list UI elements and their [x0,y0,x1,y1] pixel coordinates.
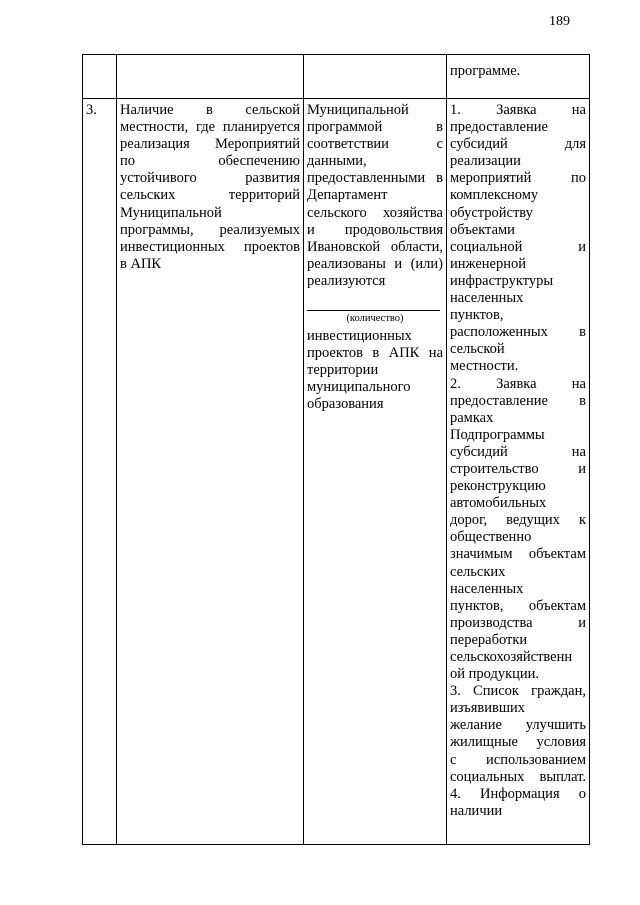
documents-line: 1. Заявка на [450,102,586,118]
indicator-line: реализуются [307,272,386,289]
page-number: 189 [549,14,570,29]
criterion-line: реализация Мероприятий [120,136,300,153]
documents-line: ой продукции. [450,666,540,683]
documents-line: социальных выплат. [450,768,586,785]
documents-line: дорог, ведущих к [450,512,586,529]
indicator-line: Департамент [307,187,388,204]
documents-line: производства и [450,614,586,631]
cell-indicator-empty [304,55,447,99]
criterion-line: сельских территорий [120,187,300,204]
cell-number-empty [83,55,117,99]
indicator-line: и продовольствия [307,221,443,238]
documents-line: социальной и [450,238,586,255]
indicator-line: проектов в АПК на [307,345,443,362]
cell-documents-continuation [447,55,590,99]
indicator-line: программой в [307,119,443,136]
indicator-line: сельского хозяйства [307,204,443,221]
documents-line: субсидий на [450,443,586,460]
documents-line: реализации [450,153,521,170]
row-number: 3. [86,102,97,118]
indicator-line: данными, [307,153,367,170]
documents-line: населенных [450,580,524,597]
documents-line: предоставление [450,119,548,136]
documents-line: комплексному [450,187,539,204]
documents-line: пунктов, объектам [450,597,586,614]
documents-line: рамках [450,409,494,426]
cell-row-number [83,99,117,845]
blank-fill-line [307,290,440,311]
cell-criterion [117,99,304,845]
documents-line: инфраструктуры [450,272,554,289]
documents-line: субсидий для [450,136,586,153]
documents-line: автомобильных [450,495,547,512]
indicator-line: территории [307,362,379,379]
documents-line: обустройству [450,204,533,221]
document-table [82,54,590,845]
indicator-line: предоставленными в [307,170,443,187]
documents-line: желание улучшить [450,717,586,734]
criterion-line: местности, где планируется [120,119,300,136]
documents-line: населенных [450,290,524,307]
indicator-line: соответствии с [307,136,443,153]
indicator-line: Муниципальной [307,102,409,118]
criterion-line: по обеспечению [120,153,300,170]
indicator-line: инвестиционных [307,328,412,345]
cell-indicator [304,99,447,845]
documents-line: 2. Заявка на [450,375,586,392]
documents-line: строительство и [450,460,586,477]
documents-line: объектами [450,221,515,238]
blank-caption: (количество) [346,313,404,325]
documents-line: 4. Информация о [450,785,586,802]
indicator-line: Ивановской области, [307,238,443,255]
cell-criterion-empty [117,55,304,99]
indicator-line: муниципального [307,379,411,396]
documents-line: местности. [450,358,519,375]
documents-line: жилищные условия [450,734,586,751]
criterion-line: инвестиционных проектов [120,238,300,255]
documents-line: значимым объектам [450,546,586,563]
documents-line: сельской [450,341,505,358]
documents-line: инженерной [450,255,526,272]
documents-line: предоставление в [450,392,586,409]
criterion-line: в АПК [120,255,162,272]
cell-text-line: программе. [450,63,521,79]
documents-line: наличии [450,802,503,819]
table-row-3 [83,99,590,845]
documents-line: изъявивших [450,700,526,717]
criterion-line: программы, реализуемых [120,221,300,238]
documents-line: 3. Список граждан, [450,683,586,700]
criterion-line: Наличие в сельской [120,102,300,118]
documents-line: сельских [450,563,506,580]
documents-line: мероприятий по [450,170,586,187]
documents-line: с использованием [450,751,586,768]
documents-line: расположенных в [450,324,586,341]
documents-line: Подпрограммы [450,426,545,443]
documents-line: пунктов, [450,307,504,324]
criterion-line: устойчивого развития [120,170,300,187]
documents-line: сельскохозяйственн [450,649,573,665]
table-row-continuation [83,55,590,99]
criterion-line: Муниципальной [120,204,222,221]
documents-line: переработки [450,631,528,648]
cell-documents [447,99,590,845]
indicator-line: реализованы и (или) [307,255,443,272]
documents-line: общественно [450,529,532,546]
indicator-line: образования [307,396,384,413]
documents-line: реконструкцию [450,478,546,495]
